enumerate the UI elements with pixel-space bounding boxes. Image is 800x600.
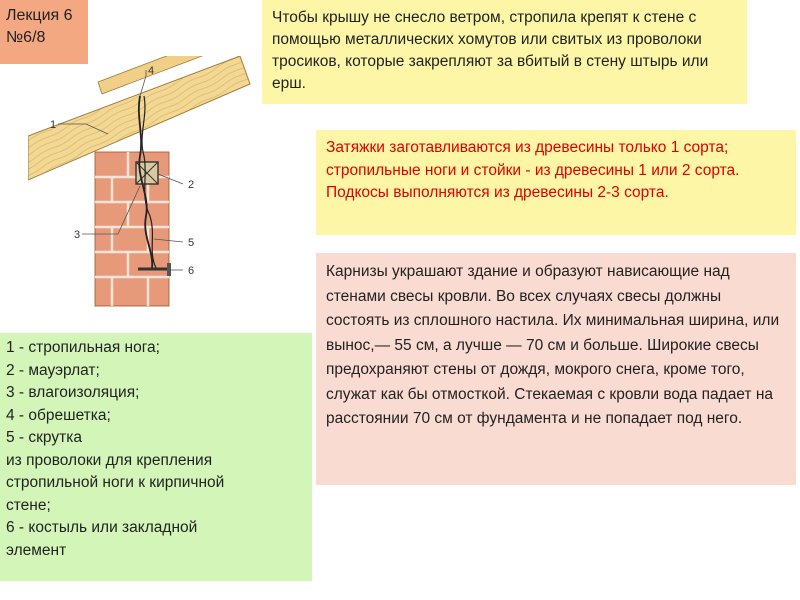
eaves-note: Карнизы украшают здание и образуют нависающие над стенами свесы кровли. Во всех случаях свесы должны состоять из сплошного настила. Их минимальная ширина, или вынос,— 55 см, а лучше — 70 см и больше. Широкие свесы предохраняют стены от дождя, мокрого снега, кроме того, служат как бы отмосткой. Стекаемая с кровли вода падает на расстоянии 70 см от фундамента и не попадает под него. — [316, 253, 796, 485]
slide-number: №6/8 — [6, 29, 46, 46]
legend-item: 4 - обрешетка; — [6, 406, 111, 424]
legend-item: стене; — [6, 496, 51, 514]
legend-item: 6 - костыль или закладной — [6, 519, 198, 536]
legend-item: 3 - влагоизоляция; — [6, 384, 140, 401]
lecture-badge — [0, 0, 88, 64]
legend-item: элемент — [6, 541, 67, 559]
diagram-label-5: 5 — [188, 237, 195, 249]
diagram-legend — [0, 333, 312, 581]
legend-item: из проволоки для крепления — [6, 451, 213, 469]
legend-item: 5 - скрутка — [6, 429, 82, 446]
rafter-fastening-diagram — [28, 56, 260, 316]
diagram-label-4: 4 — [148, 65, 155, 77]
wind-fastening-note: Чтобы крышу не снесло ветром, стропила крепят к стене с помощью металлических хомутов или свитых из проволоки тросиков, которые закрепляют за вбитый в стену штырь или ерш. — [262, 0, 747, 104]
timber-grade-note: Затяжки заготавливаются из древесины только 1 сорта; стропильные ноги и стойки - из древесины 1 или 2 сорта. Подкосы выполняются из древесины 2-3 сорта. — [316, 130, 796, 235]
diagram-label-6: 6 — [188, 265, 195, 277]
diagram-label-2: 2 — [188, 179, 195, 191]
legend-item: стропильной ноги к кирпичной — [6, 474, 225, 491]
diagram-label-1: 1 — [50, 119, 57, 131]
legend-item: 1 - стропильная нога; — [6, 339, 160, 356]
lecture-title: Лекция 6 — [6, 7, 73, 24]
legend-item: 2 - мауэрлат; — [6, 361, 100, 379]
diagram-label-3: 3 — [74, 229, 81, 241]
